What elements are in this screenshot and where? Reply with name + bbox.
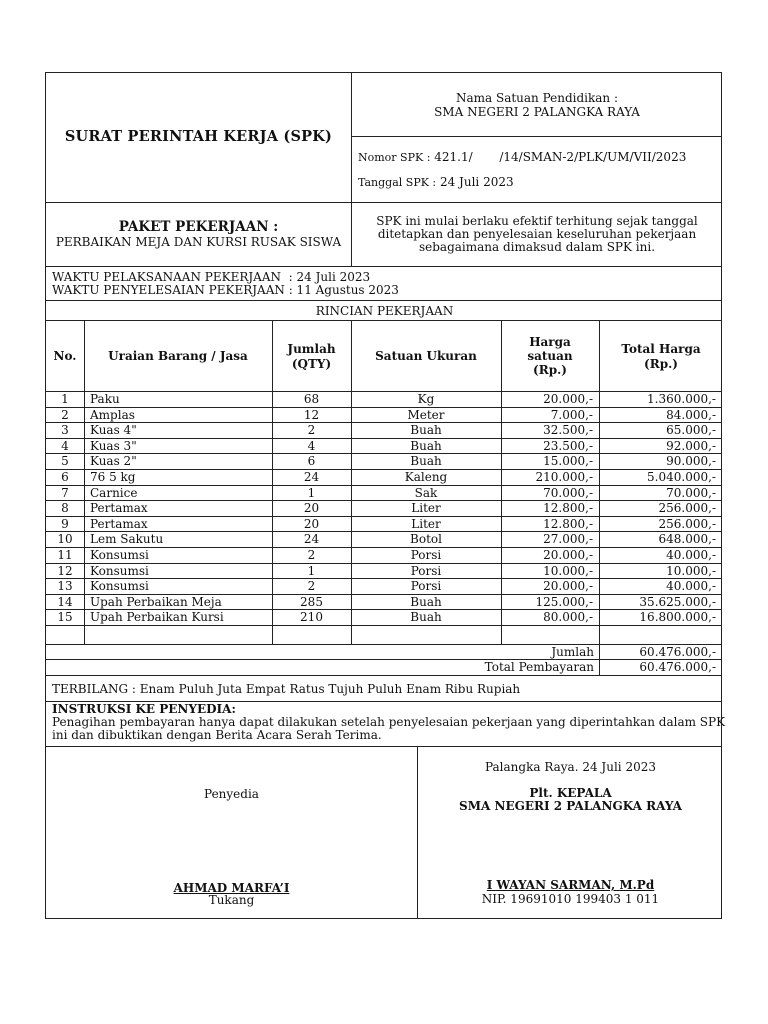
table-cell-item: Amplas [90, 407, 135, 422]
table-cell-item: 76 5 kg [90, 470, 136, 484]
table-cell-qty: 24 [303, 470, 320, 484]
table-cell-qty: 2 [307, 423, 316, 438]
header-qty-2: (QTY) [291, 357, 332, 371]
kepala-role-1: Plt. KEPALA [529, 786, 612, 800]
table-cell-total: 5.040.000,- [647, 470, 716, 484]
table-cell-total: 256.000,- [658, 516, 716, 531]
table-cell-item: Kuas 2" [90, 454, 137, 469]
line-terbilang-top [46, 675, 721, 676]
table-row-line [46, 625, 721, 626]
table-cell-qty: 4 [307, 438, 316, 453]
table-cell-no: 10 [57, 532, 73, 547]
table-cell-unit: Porsi [410, 563, 442, 578]
line-waktu-top [46, 266, 721, 267]
table-cell-price: 27.000,- [543, 532, 593, 547]
table-cell-item: Carnice [90, 485, 138, 500]
header-harga-2: satuan [527, 349, 573, 363]
line-table-top [46, 320, 721, 321]
table-cell-no: 11 [57, 548, 73, 562]
table-cell-no: 7 [61, 485, 69, 500]
header-total-1: Total Harga [621, 342, 701, 356]
table-cell-item: Pertamax [90, 516, 148, 531]
table-cell-price: 125.000,- [535, 594, 593, 609]
table-cell-no: 8 [61, 501, 69, 516]
jumlah-value: 60.476.000,- [639, 645, 716, 659]
penyedia-label: Penyedia [204, 787, 259, 801]
table-cell-no: 5 [61, 454, 69, 469]
waktu-penyelesaian: WAKTU PENYELESAIAN PEKERJAAN : 11 Agustus 2023 [52, 283, 399, 297]
line-signature-top [46, 746, 721, 747]
table-cell-total: 84.000,- [666, 407, 716, 422]
waktu-pelaksanaan: WAKTU PELAKSANAAN PEKERJAAN : 24 Juli 2023 [52, 270, 371, 284]
table-cell-price: 15.000,- [543, 454, 593, 469]
paket-label: PAKET PEKERJAAN : [118, 219, 279, 235]
table-cell-item: Lem Sakutu [90, 532, 164, 547]
tanggal-label: Tanggal SPK : [358, 176, 437, 189]
table-cell-qty: 1 [307, 563, 316, 578]
table-cell-unit: Buah [410, 454, 442, 469]
table-cell-price: 70.000,- [543, 485, 593, 500]
line-paket-top [46, 202, 721, 203]
table-cell-no: 9 [61, 516, 69, 531]
table-cell-total: 65.000,- [666, 423, 716, 438]
table-cell-total: 16.800.000,- [639, 610, 716, 625]
table-cell-no: 6 [61, 470, 69, 484]
table-cell-price: 80.000,- [543, 610, 593, 625]
rincian-title: RINCIAN PEKERJAAN [315, 304, 454, 318]
table-cell-no: 4 [61, 438, 69, 453]
table-cell-total: 1.360.000,- [647, 392, 716, 406]
header-total-2: (Rp.) [644, 357, 678, 371]
table-cell-qty: 20 [303, 516, 320, 531]
kepala-name: I WAYAN SARMAN, M.Pd [486, 878, 655, 892]
instruksi-line-2: ini dan dibuktikan dengan Berita Acara Serah Terima. [52, 728, 382, 742]
table-cell-price: 10.000,- [543, 563, 593, 578]
table-cell-total: 40.000,- [666, 548, 716, 562]
table-cell-qty: 20 [303, 501, 320, 516]
table-cell-price: 20.000,- [543, 548, 593, 562]
table-cell-item: Pertamax [90, 501, 148, 516]
table-cell-unit: Porsi [410, 579, 442, 594]
table-cell-unit: Sak [414, 485, 438, 500]
table-cell-qty: 1 [307, 485, 316, 500]
table-cell-total: 648.000,- [658, 532, 716, 547]
tanggal-spk [358, 175, 514, 190]
table-cell-qty: 68 [303, 392, 320, 406]
total-value: 60.476.000,- [639, 660, 716, 674]
table-cell-qty: 24 [303, 532, 320, 547]
table-cell-price: 210.000,- [535, 470, 593, 484]
table-cell-total: 92.000,- [666, 438, 716, 453]
table-cell-unit: Liter [411, 501, 441, 516]
header-harga-1: Harga [529, 335, 571, 349]
table-cell-price: 20.000,- [543, 579, 593, 594]
table-cell-total: 35.625.000,- [639, 594, 716, 609]
table-cell-qty: 285 [300, 594, 323, 609]
table-cell-item: Konsumsi [90, 563, 149, 578]
table-cell-item: Konsumsi [90, 579, 149, 594]
table-cell-qty: 210 [300, 610, 323, 625]
paket-name: PERBAIKAN MEJA DAN KURSI RUSAK SISWA [55, 235, 342, 249]
table-cell-unit: Buah [410, 594, 442, 609]
table-cell-no: 1 [61, 392, 69, 406]
table-cell-item: Paku [90, 392, 120, 406]
table-cell-qty: 12 [303, 407, 320, 422]
penyedia-title: Tukang [208, 893, 255, 907]
kepala-role-2: SMA NEGERI 2 PALANGKA RAYA [459, 799, 682, 813]
table-cell-unit: Meter [407, 407, 445, 422]
table-cell-total: 10.000,- [666, 563, 716, 578]
tanggal-value: 24 Juli 2023 [439, 175, 514, 189]
table-cell-no: 12 [57, 563, 73, 578]
unit-label: Nama Satuan Pendidikan : [455, 91, 619, 105]
table-cell-total: 40.000,- [666, 579, 716, 594]
col-line-1 [84, 320, 85, 644]
place-date: Palangka Raya. 24 Juli 2023 [484, 760, 656, 774]
header-inner-line [351, 136, 721, 137]
table-cell-price: 23.500,- [543, 438, 593, 453]
table-cell-price: 20.000,- [543, 392, 593, 406]
table-cell-item: Upah Perbaikan Kursi [90, 610, 224, 625]
table-cell-no: 15 [57, 610, 73, 625]
paket-note-1: SPK ini mulai berlaku efektif terhitung sejak tanggal [376, 214, 698, 228]
total-label: Total Pembayaran [484, 660, 594, 674]
jumlah-label: Jumlah [551, 645, 594, 659]
table-cell-price: 32.500,- [543, 423, 593, 438]
paket-note-3: sebagaimana dimaksud dalam SPK ini. [418, 240, 656, 254]
table-cell-total: 90.000,- [666, 454, 716, 469]
table-cell-total: 70.000,- [666, 485, 716, 500]
table-cell-no: 2 [61, 407, 69, 422]
table-cell-qty: 2 [307, 579, 316, 594]
unit-name: SMA NEGERI 2 PALANGKA RAYA [434, 105, 640, 119]
instruksi-line-1: Penagihan pembayaran hanya dapat dilakukan setelah penyelesaian pekerjaan yang diperintahkan dalam SPK [52, 715, 726, 729]
table-cell-no: 13 [57, 579, 73, 594]
nomor-label: Nomor SPK : [358, 151, 431, 164]
table-cell-no: 14 [57, 594, 73, 609]
header-uraian: Uraian Barang / Jasa [108, 349, 248, 363]
instruksi-title: INSTRUKSI KE PENYEDIA: [52, 702, 236, 716]
terbilang: TERBILANG : Enam Puluh Juta Empat Ratus Tujuh Puluh Enam Ribu Rupiah [52, 682, 521, 696]
table-cell-unit: Buah [410, 438, 442, 453]
kepala-nip: NIP. 19691010 199403 1 011 [481, 892, 660, 906]
table-cell-unit: Kaleng [404, 470, 448, 484]
table-cell-item: Kuas 3" [90, 438, 137, 453]
header-satuan: Satuan Ukuran [375, 349, 477, 363]
header-no: No. [53, 349, 77, 363]
document-title: SURAT PERINTAH KERJA (SPK) [64, 128, 333, 145]
table-cell-unit: Botol [410, 532, 442, 547]
table-cell-no: 3 [61, 423, 69, 438]
table-cell-qty: 2 [307, 548, 316, 562]
table-cell-unit: Buah [410, 423, 442, 438]
table-cell-price: 12.800,- [543, 516, 593, 531]
table-cell-qty: 6 [307, 454, 316, 469]
table-cell-price: 12.800,- [543, 501, 593, 516]
spk-document [45, 72, 726, 919]
table-cell-unit: Porsi [410, 548, 442, 562]
table-cell-unit: Liter [411, 516, 441, 531]
table-cell-item: Konsumsi [90, 548, 149, 562]
header-harga-3: (Rp.) [533, 363, 567, 377]
table-cell-item: Upah Perbaikan Meja [90, 594, 222, 609]
header-qty-1: Jumlah [287, 342, 336, 356]
table-cell-price: 7.000,- [550, 407, 593, 422]
table-cell-item: Kuas 4" [90, 423, 137, 438]
penyedia-name: AHMAD MARFA’I [173, 881, 290, 895]
line-rincian-top [46, 300, 721, 301]
table-cell-total: 256.000,- [658, 501, 716, 516]
table-cell-unit: Kg [417, 392, 435, 406]
nomor-spk [358, 150, 686, 165]
table-cell-unit: Buah [410, 610, 442, 625]
paket-note-2: ditetapkan dan penyelesaian keseluruhan pekerjaan [377, 227, 697, 241]
nomor-value: 421.1/ /14/SMAN-2/PLK/UM/VII/2023 [434, 150, 687, 164]
